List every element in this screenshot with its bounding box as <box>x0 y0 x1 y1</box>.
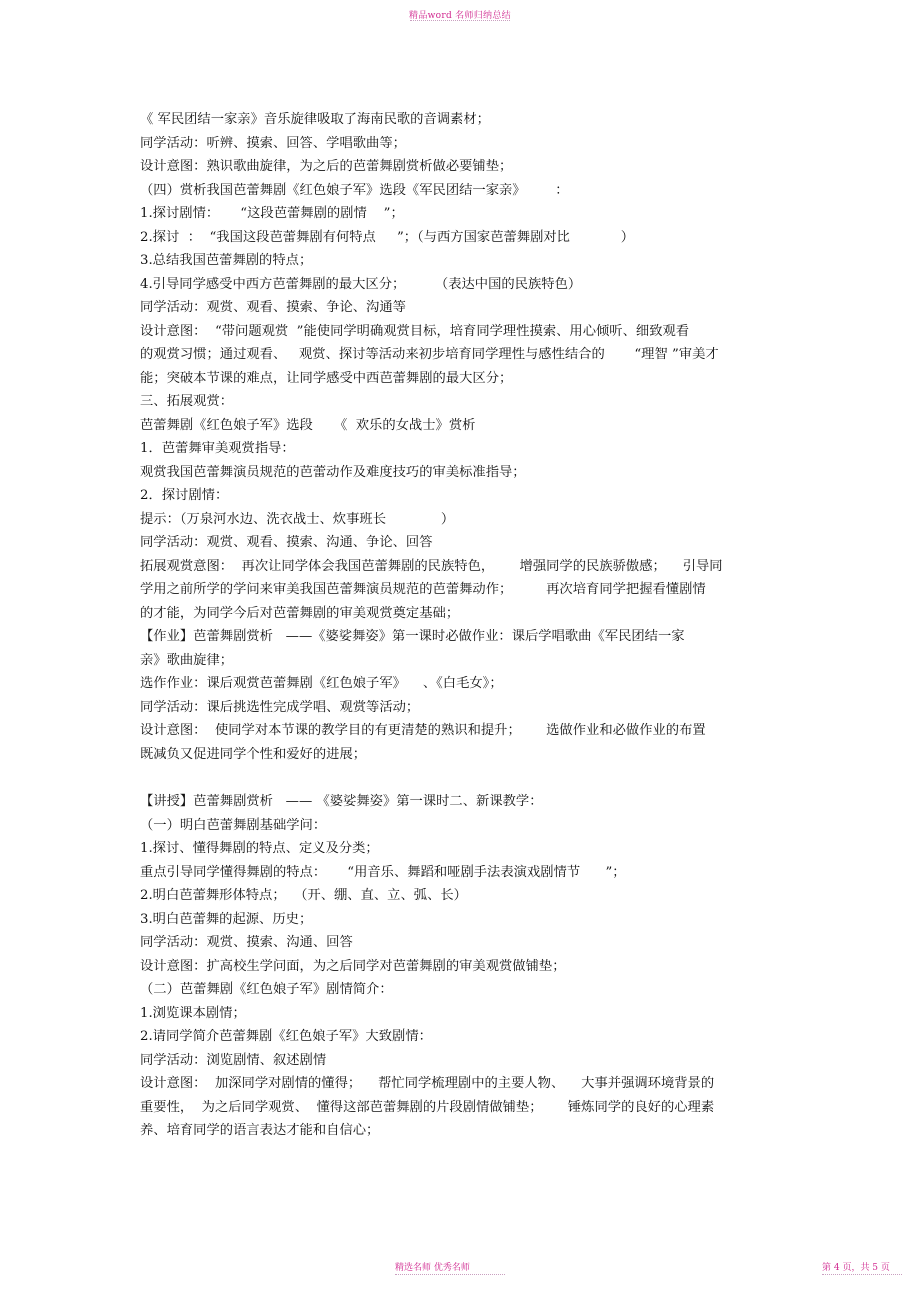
text-line: 同学活动：课后挑选性完成学唱、观赏等活动； <box>140 699 420 715</box>
text-line: 的才能，为同学今后对芭蕾舞剧的审美观赏奠定基础； <box>140 605 460 621</box>
text-line: 设计意图：熟识歌曲旋律，为之后的芭蕾舞剧赏析做必要铺垫； <box>140 159 513 174</box>
footer-watermark: 精选名师 优秀名师 <box>395 1263 470 1273</box>
text-line: 同学活动：浏览剧情、叙述剧情 <box>140 1052 327 1068</box>
text-line: 3.明白芭蕾舞的起源、历史； <box>140 911 313 927</box>
text-line: 设计意图： “带问题观赏 ”能使同学明确观赏目标，培育同学理性摸索、用心倾听、细致观看 <box>140 323 690 339</box>
text-line: 提示：（万泉河水边、洗衣战士、炊事班长 ） <box>140 511 455 527</box>
header-divider <box>410 20 510 21</box>
text-line: 设计意图： 使同学对本节课的教学目的有更清楚的熟识和提升； 选做作业和必做作业的布置 <box>140 723 706 738</box>
section-heading: （二）芭蕾舞剧《红色娘子军》剧情简介： <box>140 982 393 997</box>
text-line: 2．探讨剧情： <box>140 488 229 503</box>
footer-divider-right <box>822 1274 902 1275</box>
section-heading: 三、拓展观赏： <box>140 394 234 409</box>
text-line: 能；突破本节课的难点，让同学感受中西芭蕾舞剧的最大区分； <box>140 370 513 386</box>
text-line: 1.探讨、懂得舞剧的特点、定义及分类； <box>140 841 379 856</box>
text-line: 2.探讨 ： “我国这段芭蕾舞剧有何特点 ”；（与西方国家芭蕾舞剧对比 ） <box>140 229 635 245</box>
text-line: 养、培育同学的语言表达才能和自信心； <box>140 1123 380 1138</box>
text-line: 亲》歌曲旋律； <box>140 652 234 668</box>
text-line: 重要性， 为之后同学观赏、 懂得这部芭蕾舞剧的片段剧情做铺垫； 锤炼同学的良好的心理素 <box>140 1099 715 1115</box>
text-line: 观赏我国芭蕾舞演员规范的芭蕾动作及难度技巧的审美标准指导； <box>140 464 526 480</box>
text-line: 学用之前所学的学问来审美我国芭蕾舞演员规范的芭蕾舞动作； 再次培育同学把握看懂剧情 <box>140 582 706 597</box>
document-body <box>140 108 785 1143</box>
text-line: 同学活动：观赏、观看、摸索、沟通、争论、回答 <box>140 535 433 550</box>
section-heading: 【讲授】芭蕾舞剧赏析 —— 《婆娑舞姿》第一课时二、新课教学： <box>140 794 543 809</box>
text-line: 《 军民团结一家亲》音乐旋律吸取了海南民歌的音调素材； <box>140 112 490 127</box>
section-heading: （一）明白芭蕾舞剧基础学问： <box>140 817 327 833</box>
text-line: 同学活动：观赏、观看、摸索、争论、沟通等 <box>140 300 406 315</box>
text-line: 选作作业：课后观赏芭蕾舞剧《红色娘子军》 、《白毛女》； <box>140 676 503 691</box>
text-line: 同学活动：听辨、摸索、回答、学唱歌曲等； <box>140 135 406 151</box>
text-line: 重点引导同学懂得舞剧的特点： “用音乐、舞蹈和哑剧手法表演戏剧情节 ”； <box>140 864 626 880</box>
header-watermark: 精品word 名师归纳总结 <box>409 11 511 21</box>
page-number: 第 4 页，共 5 页 <box>822 1263 890 1273</box>
text-line: 拓展观赏意图： 再次让同学体会我国芭蕾舞剧的民族特色， 增强同学的民族骄傲感； 引导同 <box>140 558 723 574</box>
text-line: 既减负又促进同学个性和爱好的进展； <box>140 746 367 762</box>
text-line: 【作业】芭蕾舞剧赏析 ——《婆娑舞姿》第一课时必做作业：课后学唱歌曲《军民团结一家 <box>140 629 685 644</box>
text-line: 1．芭蕾舞审美观赏指导： <box>140 441 295 456</box>
paragraph-gap <box>140 766 785 790</box>
text-line: 4.引导同学感受中西方芭蕾舞剧的最大区分； （表达中国的民族特色） <box>140 276 582 292</box>
text-line: 2.请同学简介芭蕾舞剧《红色娘子军》大致剧情： <box>140 1029 432 1044</box>
text-line: 的观赏习惯；通过观看、 观赏、探讨等活动来初步培育同学理性与感性结合的 “理智 ”审美才 <box>140 347 719 362</box>
text-line: 芭蕾舞剧《红色娘子军》选段 《 欢乐的女战士》赏析 <box>140 417 476 433</box>
text-line: 设计意图： 加深同学对剧情的懂得； 帮忙同学梳理剧中的主要人物、 大事并强调环境背景的 <box>140 1076 715 1091</box>
text-line: 2.明白芭蕾舞形体特点； （开、绷、直、立、弧、长） <box>140 888 467 903</box>
footer-divider-left <box>395 1274 505 1275</box>
text-line: 1.探讨剧情： “这段芭蕾舞剧的剧情 ”； <box>140 206 404 221</box>
text-line: 1.浏览课本剧情； <box>140 1005 246 1021</box>
text-line: 同学活动：观赏、摸索、沟通、回答 <box>140 935 353 950</box>
section-heading: （四）赏析我国芭蕾舞剧《红色娘子军》选段《军民团结一家亲》 ： <box>140 182 569 198</box>
text-line: 3.总结我国芭蕾舞剧的特点； <box>140 253 313 268</box>
text-line: 设计意图：扩高校生学问面，为之后同学对芭蕾舞剧的审美观赏做铺垫； <box>140 958 566 974</box>
